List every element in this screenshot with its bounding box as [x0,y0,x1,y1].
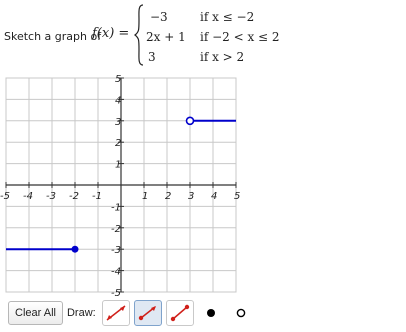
open-dot-tool-button[interactable] [228,301,254,325]
closed-dot-icon [200,304,222,322]
x-tick-label: 2 [165,191,172,202]
x-tick-label: -4 [23,191,33,202]
x-tick-label: 5 [234,191,240,202]
line-tool-button[interactable] [102,300,130,326]
piece-1-condition: if x ≤ −2 [200,10,255,24]
problem-prompt [4,30,101,43]
closed-dot-tool-button[interactable] [198,301,224,325]
x-tick-label: 3 [188,191,195,202]
segment-icon [169,304,191,322]
y-tick-label: 4 [115,95,122,107]
piece-3-condition: if x > 2 [200,50,245,64]
drawing-toolbar [8,300,254,326]
y-tick-label: 1 [115,159,122,171]
graph-canvas[interactable] [0,72,240,298]
closed-endpoint [72,246,79,253]
ray-tool-button[interactable] [134,300,162,326]
x-tick-label: 4 [211,191,218,202]
open-dot-icon [230,304,252,322]
clear-all-button[interactable] [8,301,63,325]
function-name: f(x) = [92,26,130,41]
segment-tool-button[interactable] [166,300,194,326]
open-endpoint [187,117,194,124]
piece-3-expression: 3 [148,50,156,64]
y-tick-label: -4 [111,266,121,278]
y-tick-label: -3 [111,245,121,257]
line-icon [105,304,127,322]
piecewise-brace [134,4,144,66]
y-tick-label: -2 [111,223,121,235]
draw-label: Draw: [66,307,96,319]
piece-2-expression: 2x + 1 [146,30,186,44]
x-tick-label: -5 [0,191,10,202]
y-tick-label: -1 [111,202,121,214]
y-tick-label: 3 [115,116,122,128]
prompt-text: Sketch a graph of [4,30,102,43]
y-tick-label: -5 [111,288,121,298]
y-tick-label: 2 [115,138,122,150]
x-tick-label: 1 [142,191,149,202]
x-tick-label: -3 [46,191,56,202]
x-tick-label: -2 [69,191,79,202]
piece-2-condition: if −2 < x ≤ 2 [200,30,280,44]
clear-all-label: Clear All [15,307,56,319]
y-tick-label: 5 [115,74,122,85]
x-tick-label: -1 [92,191,102,202]
ray-icon [137,304,159,322]
piece-1-expression: −3 [150,10,168,24]
